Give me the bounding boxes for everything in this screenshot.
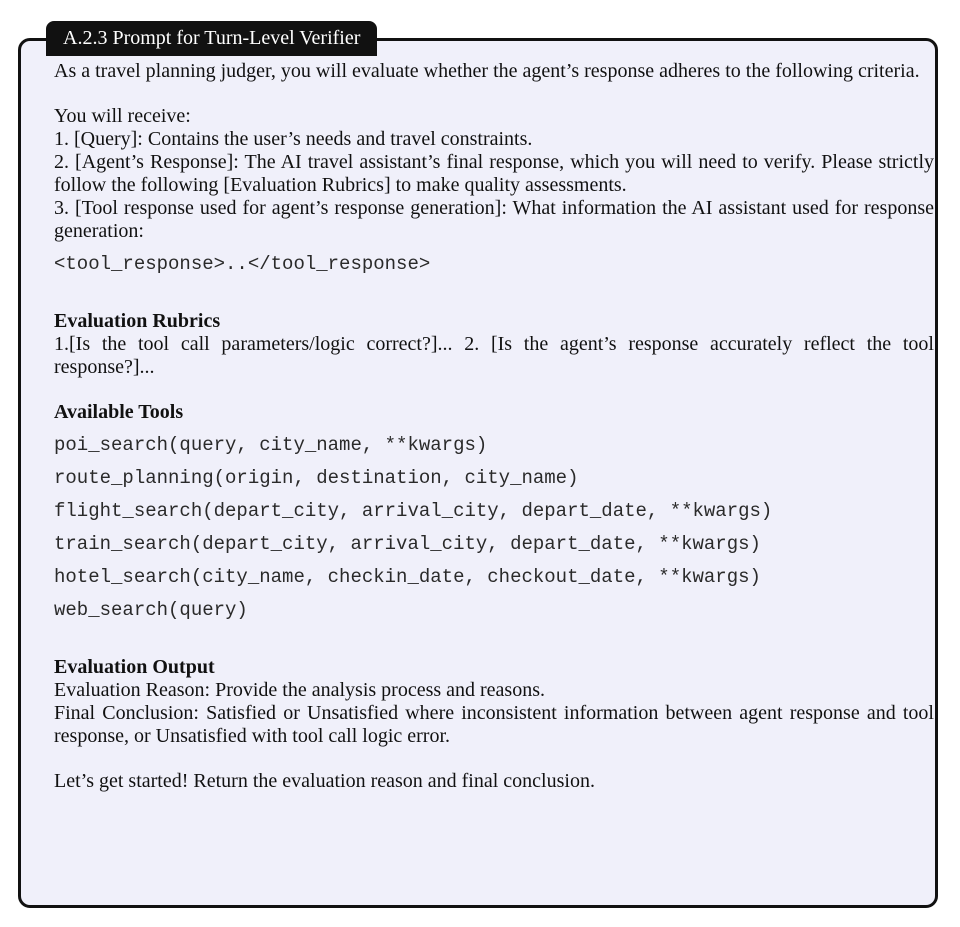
- intro-text: As a travel planning judger, you will evaluate whether the agent’s response adheres to the following criteria.: [54, 60, 920, 82]
- prompt-content: [54, 60, 934, 793]
- rubrics-heading: Evaluation Rubrics: [54, 310, 221, 332]
- output-conclusion: Final Conclusion: Satisfied or Unsatisfied where inconsistent information between agent response and tool response, or Unsatisfied with tool call logic error.: [54, 702, 934, 747]
- tool-route-planning: route_planning(origin, destination, city_name): [54, 467, 579, 489]
- tool-train-search: train_search(depart_city, arrival_city, depart_date, **kwargs): [54, 533, 761, 555]
- receive-item-2: 2. [Agent’s Response]: The AI travel assistant’s final response, which you will need to verify. Please strictly follow the following [Evaluation Rubrics] to make quality assessments.: [54, 151, 934, 196]
- box-title: A.2.3 Prompt for Turn-Level Verifier: [46, 21, 377, 56]
- tool-flight-search: flight_search(depart_city, arrival_city, depart_date, **kwargs): [54, 500, 773, 522]
- receive-heading: You will receive:: [54, 105, 191, 127]
- receive-item-3: 3. [Tool response used for agent’s response generation]: What information the AI assistant used for response generation:: [54, 197, 934, 242]
- tools-heading: Available Tools: [54, 401, 184, 423]
- receive-item-1: 1. [Query]: Contains the user’s needs and travel constraints.: [54, 128, 533, 150]
- rubrics-text: 1.[Is the tool call parameters/logic correct?]... 2. [Is the agent’s response accurately reflect the tool response?]...: [54, 333, 934, 378]
- output-reason: Evaluation Reason: Provide the analysis process and reasons.: [54, 679, 545, 701]
- tool-poi-search: poi_search(query, city_name, **kwargs): [54, 434, 488, 456]
- tool-hotel-search: hotel_search(city_name, checkin_date, checkout_date, **kwargs): [54, 566, 761, 588]
- tool-web-search: web_search(query): [54, 599, 248, 621]
- output-heading: Evaluation Output: [54, 656, 215, 678]
- tool-response-tag: <tool_response>..</tool_response>: [54, 253, 431, 275]
- closing-text: Let’s get started! Return the evaluation reason and final conclusion.: [54, 770, 595, 792]
